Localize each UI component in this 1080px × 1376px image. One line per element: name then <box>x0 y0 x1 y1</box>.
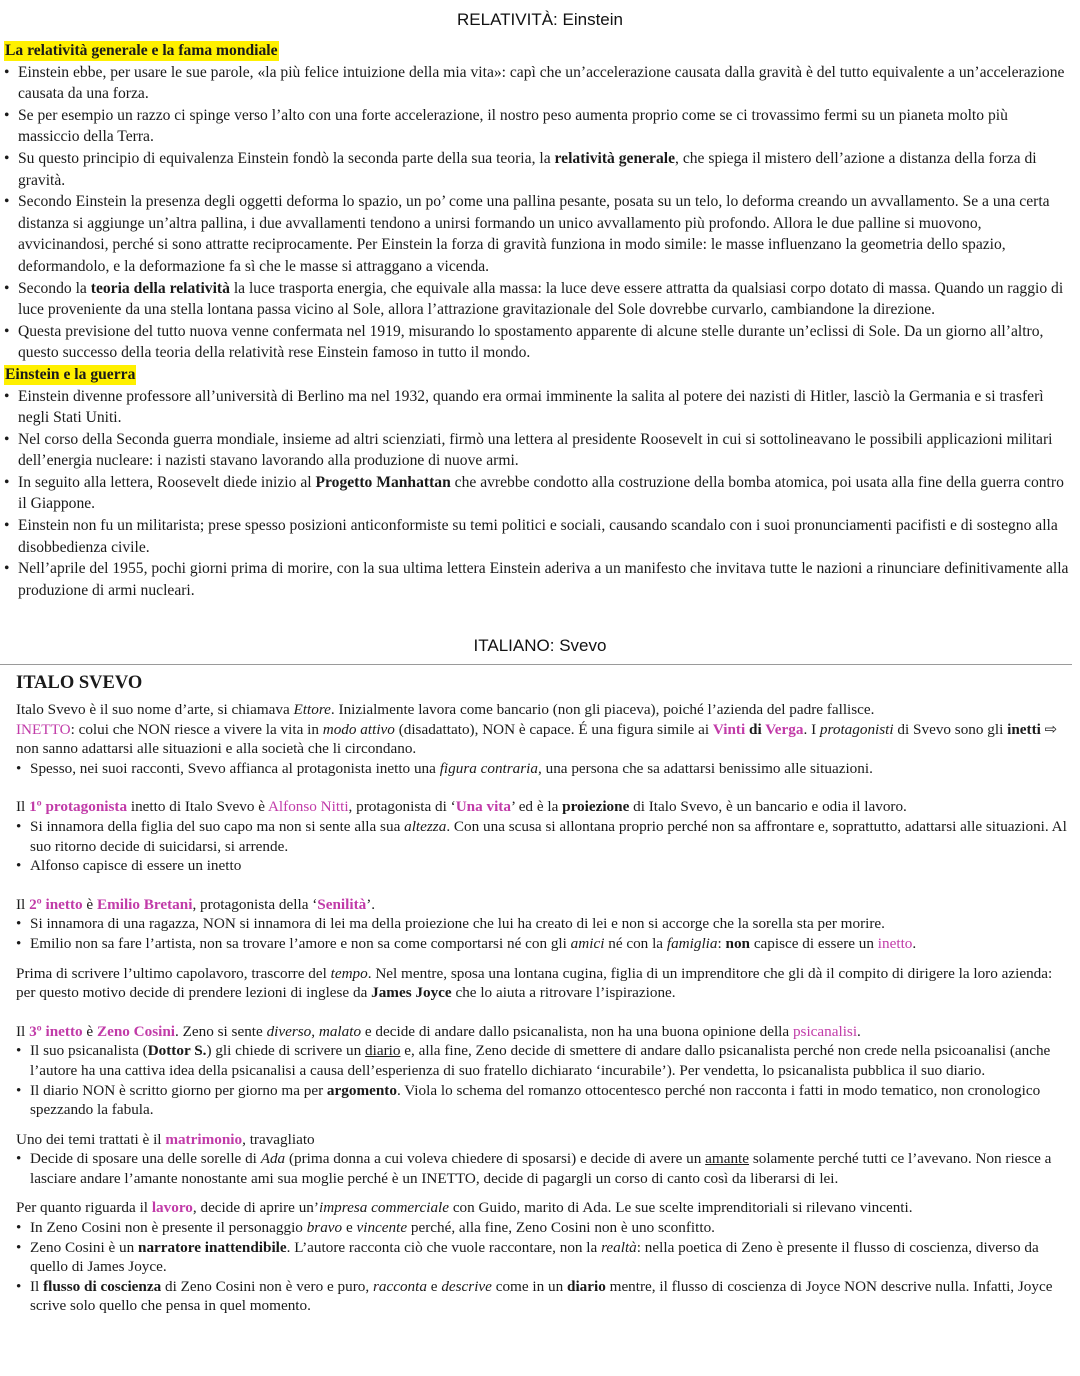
inetto-definition: INETTO: colui che NON riesce a vivere la vita in modo attivo (disadattato), NON è capace. É una figura simile ai Vinti di Verga. I protagonisti di Svevo sono gli inetti ⇨ non sanno adattarsi alle situazioni e alla società che li circondano. <box>16 720 1058 758</box>
list-item: • In Zeno Cosini non è presente il personaggio bravo e vincente perché, alla fine, Zeno Cosini non è uno sconfitto. <box>16 1218 1072 1238</box>
list-item: • Zeno Cosini è un narratore inattendibile. L’autore racconta ciò che vuole raccontare, non la realtà: nella poetica di Zeno è presente il flusso di coscienza, diverso da quello di James Joyce. <box>16 1238 1072 1277</box>
list-item: • Einstein non fu un militarista; prese spesso posizioni anticonformiste su temi politici e sociali, causando scandalo con i suoi pronunciamenti pacifisti e di sostegno alla disobbedienza civile. <box>4 515 1072 558</box>
italian-section-title: ITALIANO: Svevo <box>473 636 607 655</box>
list-item: • In seguito alla lettera, Roosevelt diede inizio al Progetto Manhattan che avrebbe condotto alla costruzione della bomba atomica, poi usata alla fine della guerra contro il Giappone. <box>4 472 1072 515</box>
list-item: • Einstein divenne professore all’università di Berlino ma nel 1932, quando era ormai imminente la salita al potere dei nazisti di Hitler, lasciò la Germania e si trasferì negli Stati Uniti. <box>4 386 1072 429</box>
list-item: • Questa previsione del tutto nuova venne confermata nel 1919, misurando lo spostamento apparente di alcune stelle durante un’eclissi di Sole. Da un giorno all’altro, questo successo della teoria della relatività rese Einstein famoso in tutto il mondo. <box>4 321 1072 364</box>
section-divider <box>0 664 1072 665</box>
list-item: • Si innamora di una ragazza, NON si innamora di lei ma della proiezione che lui ha creato di lei e non si accorge che la sorella sta per morire. <box>16 914 1072 934</box>
emilio-paragraph: Il 2º inetto è Emilio Bretani, protagonista della ‘Senilità’. <box>16 895 376 913</box>
arrow-icon: ⇨ <box>1040 720 1058 738</box>
heading-einstein-war: Einstein e la guerra <box>5 365 136 383</box>
work-paragraph: Per quanto riguarda il lavoro, decide di aprire un’impresa commerciale con Guido, marito di Ada. Le sue scelte imprenditoriali si rilevano vincenti. <box>16 1199 913 1217</box>
general-relativity-list <box>4 62 1072 364</box>
list-item: • Secondo la teoria della relatività la luce trasporta energia, che equivale alla massa: la luce deve essere attratta da qualsiasi corpo dotato di massa. Quando un raggio di luce proveniente da una stella lontana passa vicino al Sole, allora l’attrazione gravitazionale del Sole dovrebbe curvarlo, cambiandone la direzione. <box>4 278 1072 321</box>
alfonso-paragraph: Il 1º protagonista inetto di Italo Svevo è Alfonso Nitti, protagonista di ‘Una vita’ ed è la proiezione di Italo Svevo, è un bancario e odia il lavoro. <box>16 798 907 816</box>
marriage-joyce-paragraph: Prima di scrivere l’ultimo capolavoro, trascorre del tempo. Nel mentre, sposa una lontana cugina, figlia di un imprenditore che gli dà il compito di dirigere la loro azienda: per questo motivo decide di prendere lezioni di inglese da James Joyce che lo aiuta a ritrovare l’ispirazione. <box>16 964 1053 1002</box>
list-item: • Se per esempio un razzo ci spinge verso l’alto con una forte accelerazione, il nostro peso aumenta proprio come se ci trovassimo fermi su un pianeta molto più massiccio della Terra. <box>4 105 1072 148</box>
list-item: • Secondo Einstein la presenza degli oggetti deforma lo spazio, un po’ come una pallina pesante, posata su un telo, lo deforma creando un avvallamento. Se a una certa distanza si aggiunge un’altra pallina, i due avvallamenti tendono a unirsi formando un unico avvallamento più profondo. Allora le due palline si muovono, avvicinandosi, perché si sono attratte reciprocamente. Per Einstein la forza di gravità funziona in modo simile: le masse influenzano la geometria dello spazio, deformandolo, e la deformazione fa sì che le masse si attraggano a vicenda. <box>4 191 1072 277</box>
list-item: • Il flusso di coscienza di Zeno Cosini non è vero e puro, racconta e descrive come in un diario mentre, il flusso di coscienza di Joyce NON descrive nulla. Infatti, Joyce scrive solo quello che pensa in quel momento. <box>16 1277 1072 1316</box>
list-item: • Il suo psicanalista (Dottor S.) gli chiede di scrivere un diario e, alla fine, Zeno decide di smettere di andare dallo psicanalista perché non crede nella psicoanalisi (anche l’autore ha una cattiva idea della psicanalisi a causa dell’esperienza di suo fratello dichiarato ‘incurabile’). Per vendetta, lo psicanalista pubblica il suo diario. <box>16 1041 1072 1080</box>
einstein-section <box>4 40 1072 601</box>
list-item: • Spesso, nei suoi racconti, Svevo affianca al protagonista inetto una figura contraria, una persona che sa adattarsi benissimo alle situazioni. <box>16 759 1072 779</box>
list-item: • Nel corso della Seconda guerra mondiale, insieme ad altri scienziati, firmò una lettera al presidente Roosevelt in cui si sottolineavano le possibili applicazioni militari dell’energia nucleare: i nazisti stavano lavorando alla produzione di nuove armi. <box>4 429 1072 472</box>
list-item: • Nell’aprile del 1955, pochi giorni prima di morire, con la sua ultima lettera Einstein aderiva a un manifesto che invitava tutte le nazioni a rinunciare definitivamente alla produzione di armi nucleari. <box>4 558 1072 601</box>
list-item: • Il diario NON è scritto giorno per giorno ma per argomento. Viola lo schema del romanzo ottocentesco perché non racconta i fatti in modo tematico, non cronologico spezzando la fabula. <box>16 1081 1072 1120</box>
list-item: • Su questo principio di equivalenza Einstein fondò la seconda parte della sua teoria, la relatività generale, che spiega il mistero dell’azione a distanza della forza di gravità. <box>4 148 1072 191</box>
list-item: • Einstein ebbe, per usare le sue parole, «la più felice intuizione della mia vita»: capì che un’accelerazione causata dalla gravità è del tutto equivalente a un’accelerazione causata da una forza. <box>4 62 1072 105</box>
list-item: • Si innamora della figlia del suo capo ma non si sente alla sua altezza. Con una scusa si allontana proprio perché non sa affrontare e, soprattutto, adattarsi alle situazioni. Al suo ritorno decide di suicidarsi, si arrende. <box>16 817 1072 856</box>
relativity-section-title: RELATIVITÀ: Einstein <box>457 10 623 29</box>
list-item: • Alfonso capisce di essere un inetto <box>16 856 1072 876</box>
einstein-war-list <box>4 386 1072 602</box>
heading-general-relativity: La relatività generale e la fama mondiale <box>5 42 278 59</box>
svevo-section <box>16 672 1072 1316</box>
marriage-theme-paragraph: Uno dei temi trattati è il matrimonio, travagliato <box>16 1130 315 1148</box>
list-item: • Emilio non sa fare l’artista, non sa trovare l’amore e non sa come comportarsi né con gli amici né con la famiglia: non capisce di essere un inetto. <box>16 934 1072 954</box>
svevo-intro: Italo Svevo è il suo nome d’arte, si chiamava Ettore. Inizialmente lavora come bancario (non gli piaceva), poiché l’azienda del padre fallisce. <box>16 701 875 718</box>
svevo-heading: ITALO SVEVO <box>16 673 143 693</box>
zeno-paragraph: Il 3º inetto è Zeno Cosini. Zeno si sente diverso, malato e decide di andare dallo psicanalista, non ha una buona opinione della psicanalisi. <box>16 1022 861 1040</box>
list-item: • Decide di sposare una delle sorelle di Ada (prima donna a cui voleva chiedere di sposarsi) e decide di avere un amante solamente perché tutti ce l’avevano. Non riesce a lasciare andare l’amante nonostante ami sua moglie perché è un INETTO, decide di pagargli un corso di canto così da liberarsi di lei. <box>16 1149 1072 1188</box>
